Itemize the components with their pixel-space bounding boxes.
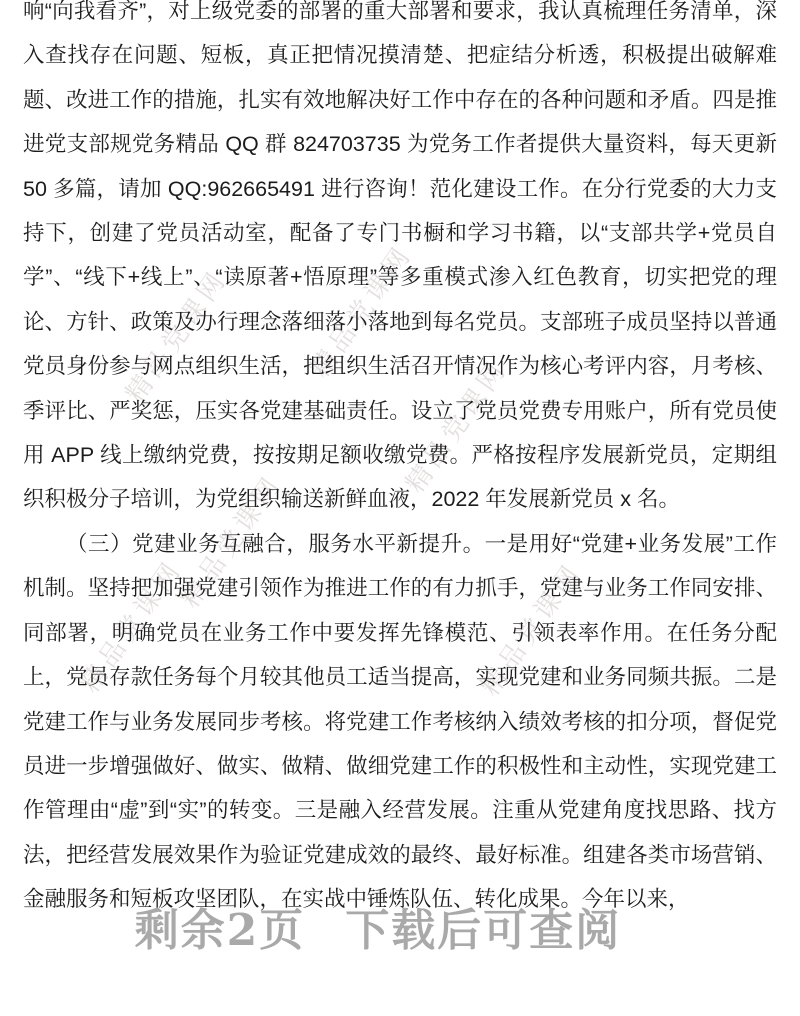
paragraph: （三）党建业务互融合，服务水平新提升。一是用好“党建+业务发展”工作机制。坚持把加强党建引领作为推进工作的有力抓手，党建与业务工作同安排、同部署，明确党员在业务工作中要发挥先锋模范、引领表率作用。在任务分配上，党员存款任务每个月较其他员工适当提高，实现党建和业务同频共振。二是党建工作与业务发展同步考核。将党建工作考核纳入绩效考核的扣分项，督促党员进一步增强做好、做实、做精、做细党建工作的积极性和主动性，实现党建工作管理由“虚”到“实”的转变。三是融入经营发展。注重从党建角度找思路、找方法，把经营发展效果作为验证党建成效的最终、最好标准。组建各类市场营销、金融服务和短板攻坚团队，在实战中锤炼队伍、转化成果。今年以来， xyxy=(23,531,777,912)
watermark-text: 精品党课网 xyxy=(174,468,288,613)
page-footer xyxy=(0,906,778,957)
watermark-text: 精品党课网 xyxy=(474,556,588,701)
remaining-pages-label: 剩余2页 xyxy=(134,905,306,956)
watermark-text: 精品党课网 xyxy=(399,353,513,498)
download-hint-label: 下载后可查阅 xyxy=(345,905,622,956)
watermark-text: 精品党课网 xyxy=(119,263,233,408)
document-body xyxy=(23,0,777,922)
watermark-text: 精品党课网 xyxy=(304,238,418,383)
paragraph: 响“向我看齐”，对上级党委的部署的重大部署和要求，我认真梳理任务清单，深入查找存在问题、短板，真正把情况摸清楚、把症结分析透，积极提出破解难题、改进工作的措施，扎实有效地解决好工作中存在的各种问题和矛盾。四是推进党支部规党务精品 QQ 群 824703735 为党务工作者提供大量资料，每天更新 50 多篇，请加 QQ:962665491 进行咨询！范化建设工作。在分行党委的大力支持下，创建了党员活动室，配备了专门书橱和学习书籍，以“支部共学+党员自学”、“线下+线上”、“读原著+悟原理”等多重模式渗入红色教育，切实把党的理论、方针、政策及办行理念落细落小落地到每名党员。支部班子成员坚持以普通党员身份参与网点组织生活，把组织生活召开情况作为核心考评内容，月考核、季评比、严奖惩，压实各党建基础责任。设立了党员党费专用账户，所有党员使用 APP 线上缴纳党费，按按期足额收缴党费。严格按程序发展新党员，定期组织积极分子培训，为党组织输送新鲜血液，2022 年发展新党员 x 名。 xyxy=(23,0,777,512)
watermark-text: 精品党课网 xyxy=(74,553,188,698)
